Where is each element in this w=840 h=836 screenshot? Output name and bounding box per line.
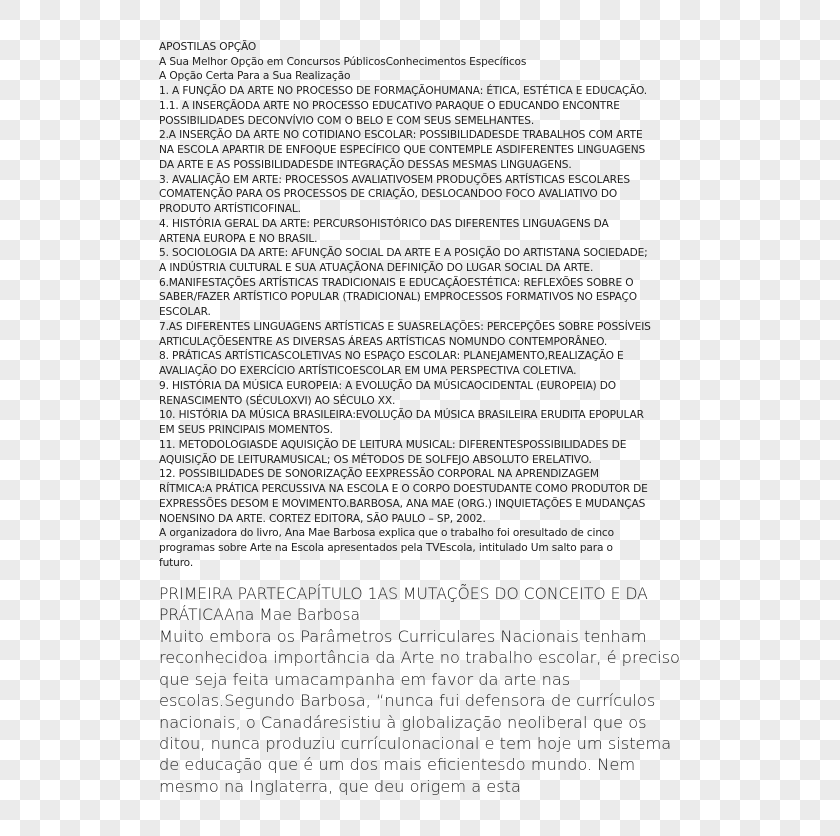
topic-line: POSSIBILIDADES DECONVÍVIO COM O BELO E COM SEUS SEMELHANTES. xyxy=(159,114,535,127)
intro-paragraph xyxy=(159,526,651,570)
topic-line: 8. PRÁTICAS ARTÍSTICASCOLETIVAS NO ESPAÇO ESCOLAR: PLANEJAMENTO,REALIZAÇÃO E xyxy=(159,350,624,363)
topic-line: ESCOLAR. xyxy=(159,306,211,319)
chapter-heading-line: PRIMEIRA PARTECAPÍTULO 1AS MUTAÇÕES DO CONCEITO E DA xyxy=(159,585,648,603)
body-line: ditou, nunca produziu currículonacional e tem hoje um sistema xyxy=(159,734,672,754)
document-header xyxy=(159,40,651,84)
document-header-and-topics xyxy=(159,40,651,570)
header-line: APOSTILAS OPÇÃO xyxy=(159,41,257,53)
topic-line: 5. SOCIOLOGIA DA ARTE: AFUNÇÃO SOCIAL DA ARTE E A POSIÇÃO DO ARTISTANA SOCIEDADE; xyxy=(159,247,648,260)
topic-line: EXPRESSÕES DESOM E MOVIMENTO.BARBOSA, ANA MAE (ORG.) INQUIETAÇÕES E MUDANÇAS xyxy=(159,497,646,510)
intro-line: futuro. xyxy=(159,556,194,569)
topic-line: EM SEUS PRINCIPAIS MOMENTOS. xyxy=(159,424,333,437)
header-line: A Sua Melhor Opção em Concursos PúblicosConhecimentos Específicos xyxy=(159,55,527,68)
topic-line: ARTICULAÇÕESENTRE AS DIVERSAS ÁREAS ARTÍSTICAS NOMUNDO CONTEMPORÂNEO. xyxy=(159,335,608,348)
body-line: mesmo na Inglaterra, que deu origem a esta xyxy=(159,776,521,796)
topic-line: 10. HISTÓRIA DA MÚSICA BRASILEIRA:EVOLUÇÃO DA MÚSICA BRASILEIRA ERUDITA EPOPULAR xyxy=(159,409,644,422)
body-line: escolas.Segundo Barbosa, “nunca fui defensora de currículos xyxy=(159,691,656,711)
intro-line: programas sobre Arte na Escola apresentados pela TVEscola, intitulado Um salto para o xyxy=(159,541,613,554)
body-line: nacionais, o Canadáresistiu à globalização neoliberal que os xyxy=(159,712,647,732)
topic-line: 1. A FUNÇÃO DA ARTE NO PROCESSO DE FORMAÇÃOHUMANA: ÉTICA, ESTÉTICA E EDUCAÇÃO. xyxy=(159,85,647,98)
topic-list xyxy=(159,84,651,526)
topic-line: A INDÚSTRIA CULTURAL E SUA ATUAÇÃONA DEFINIÇÃO DO LUGAR SOCIAL DA ARTE. xyxy=(159,262,594,275)
topic-line: 9. HISTÓRIA DA MÚSICA EUROPEIA: A EVOLUÇÃO DA MÚSICAOCIDENTAL (EUROPEIA) DO xyxy=(159,379,616,392)
body-line: Muito embora os Parâmetros Curriculares Nacionais tenham xyxy=(159,627,647,646)
topic-line: ARTENA EUROPA E NO BRASIL. xyxy=(159,232,318,245)
topic-line: 1.1. A INSERÇÃODA ARTE NO PROCESSO EDUCATIVO PARAQUE O EDUCANDO ENCONTRE xyxy=(159,99,620,112)
topic-line: NOENSINO DA ARTE. CORTEZ EDITORA, SÃO PAULO – SP, 2002. xyxy=(159,512,486,525)
body-line: reconhecidoa importância da Arte no trabalho escolar, é preciso xyxy=(159,648,680,668)
topic-line: 6.MANIFESTAÇÕES ARTÍSTICAS TRADICIONAIS E EDUCAÇÃOESTÉTICA: REFLEXÕES SOBRE O xyxy=(159,276,634,289)
topic-line: AQUISIÇÃO DE LEITURAMUSICAL; OS MÉTODOS DE SOLFEJO ABSOLUTO ERELATIVO. xyxy=(159,453,592,466)
topic-line: RÍTMICA:A PRÁTICA PERCUSSIVA NA ESCOLA E O CORPO DOESTUDANTE COMO PRODUTOR DE xyxy=(159,483,648,496)
topic-line: AVALIAÇÃO DO EXERCÍCIO ARTÍSTICOESCOLAR EM UMA PERSPECTIVA COLETIVA. xyxy=(159,365,577,378)
topic-line: 12. POSSIBILIDADES DE SONORIZAÇÃO EEXPRESSÃO CORPORAL NA APRENDIZAGEM xyxy=(159,468,599,481)
topic-line: PRODUTO ARTÍSTICOFINAL. xyxy=(159,203,301,216)
topic-line: 4. HISTÓRIA GERAL DA ARTE: PERCURSOHISTÓRICO DAS DIFERENTES LINGUAGENS DA xyxy=(159,217,609,230)
intro-line: A organizadora do livro, Ana Mae Barbosa explica que o trabalho foi oresultado de cinco xyxy=(159,527,614,540)
topic-line: 11. METODOLOGIASDE AQUISIÇÃO DE LEITURA MUSICAL: DIFERENTESPOSSIBILIDADES DE xyxy=(159,438,627,451)
topic-line: NA ESCOLA APARTIR DE ENFOQUE ESPECÍFICO QUE CONTEMPLE ASDIFERENTES LINGUAGENS xyxy=(159,144,646,157)
topic-line: RENASCIMENTO (SÉCULOXVI) AO SÉCULO XX. xyxy=(159,394,396,407)
topic-line: 7.AS DIFERENTES LINGUAGENS ARTÍSTICAS E SUASRELAÇÕES: PERCEPÇÕES SOBRE POSSÍVEIS xyxy=(159,320,651,333)
body-line: que seja feita umacampanha em favor da arte nas xyxy=(159,669,571,689)
topic-line: 3. AVALIAÇÃO EM ARTE: PROCESSOS AVALIATIVOSEM PRODUÇÕES ARTÍSTICAS ESCOLARES xyxy=(159,173,630,186)
chapter-section xyxy=(159,584,680,797)
header-line: A Opção Certa Para a Sua Realização xyxy=(159,70,351,83)
body-paragraph xyxy=(159,626,680,797)
body-line: de educação que é um dos mais eficientesdo mundo. Nem xyxy=(159,755,636,775)
topic-line: 2.A INSERÇÃO DA ARTE NO COTIDIANO ESCOLAR: POSSIBILIDADESDE TRABALHOS COM ARTE xyxy=(159,129,643,142)
chapter-heading xyxy=(159,584,680,626)
topic-line: COMATENÇÃO PARA OS PROCESSOS DE CRIAÇÃO, DESLOCANDOO FOCO AVALIATIVO DO xyxy=(159,188,618,201)
chapter-heading-line: PRÁTICAAna Mae Barbosa xyxy=(159,606,361,624)
topic-line: DA ARTE E AS POSSIBILIDADESDE INTEGRAÇÃO DESSAS MESMAS LINGUAGENS. xyxy=(159,158,572,171)
topic-line: SABER/FAZER ARTÍSTICO POPULAR (TRADICIONAL) EMPROCESSOS FORMATIVOS NO ESPAÇO xyxy=(159,291,637,304)
